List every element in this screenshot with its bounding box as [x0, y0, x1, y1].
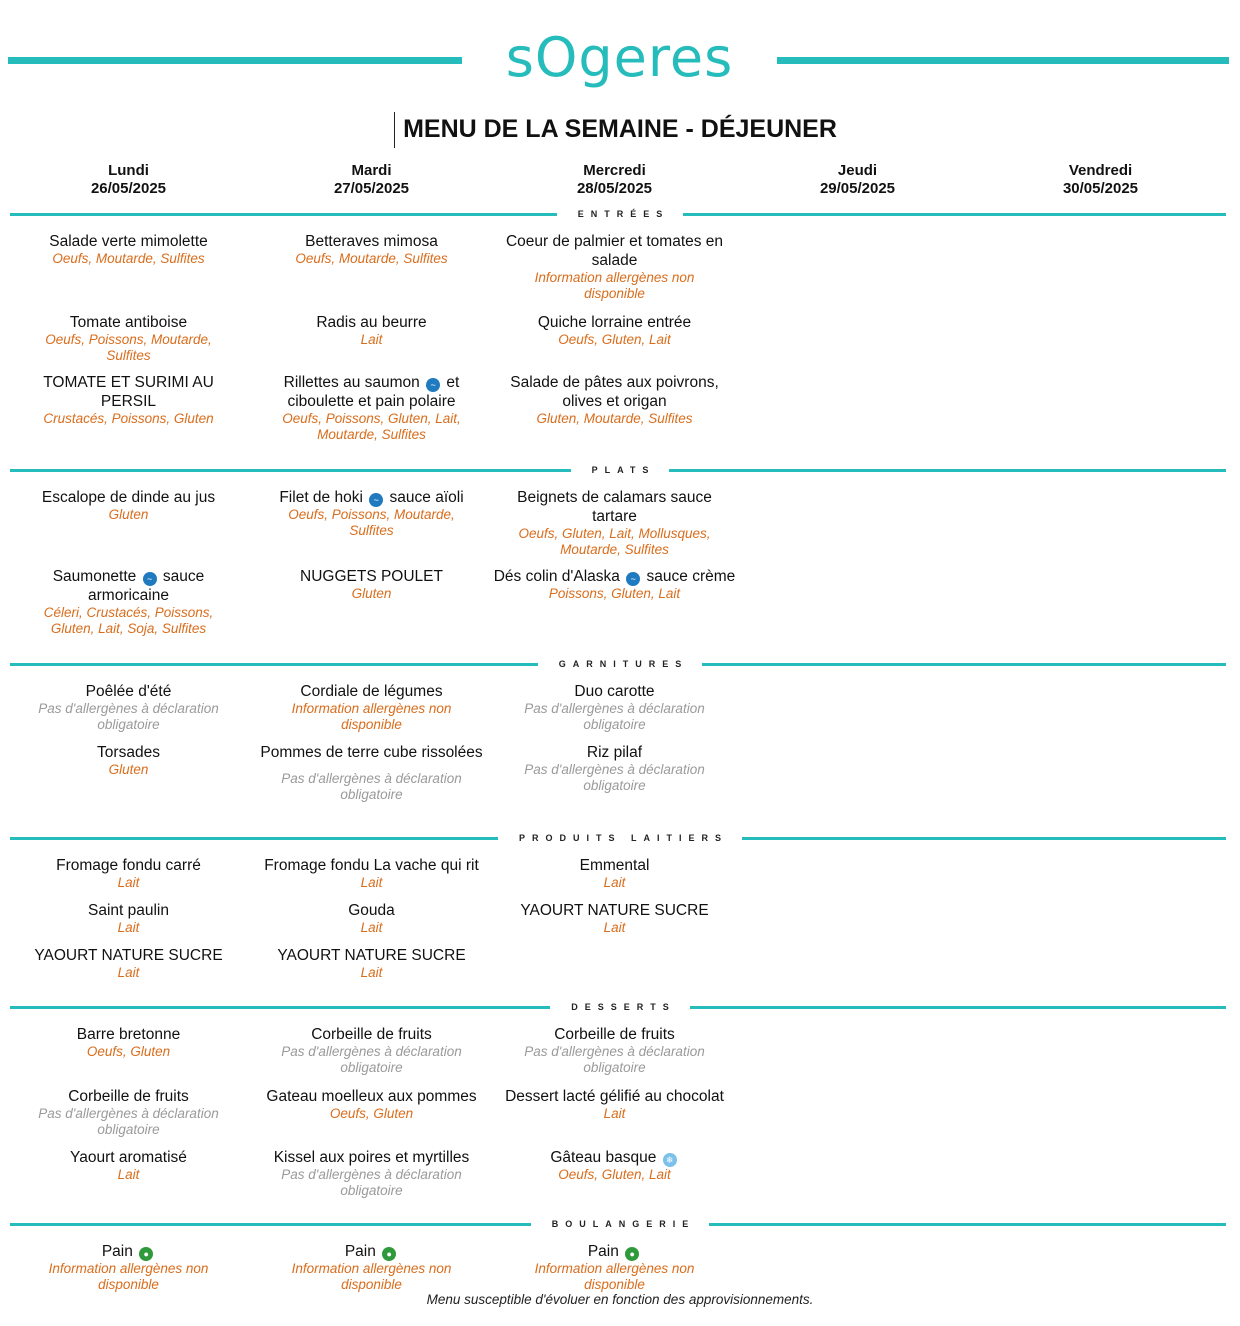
menu-item: YAOURT NATURE SUCRE Lait	[7, 946, 250, 981]
allergen-info: Information allergènes non disponible	[534, 1261, 695, 1292]
section-label-plats: PLATS	[0, 464, 1240, 476]
day-date: 27/05/2025	[333, 180, 410, 197]
allergen-info: Lait	[117, 965, 140, 980]
allergen-info: Lait	[360, 965, 383, 980]
footer-note: Menu susceptible d'évoluer en fonction des approvisionnements.	[426, 1292, 814, 1307]
fish-icon: ~	[143, 572, 157, 586]
allergen-info: Information allergènes non disponible	[48, 1261, 209, 1292]
menu-item: Yaourt aromatisé Lait	[7, 1148, 250, 1183]
allergen-info: Lait	[603, 1106, 626, 1121]
day-date: 30/05/2025	[1062, 180, 1139, 197]
allergen-info: Lait	[360, 875, 383, 890]
allergen-info: Pas d'allergènes à déclaration obligatoire	[524, 1044, 705, 1075]
allergen-info: Oeufs, Poissons, Moutarde, Sulfites	[45, 332, 212, 363]
menu-item: Quiche lorraine entrée Oeufs, Gluten, Lait	[493, 313, 736, 348]
menu-item: Kissel aux poires et myrtilles Pas d'allergènes à déclaration obligatoire	[250, 1148, 493, 1199]
day-name: Jeudi	[837, 162, 878, 179]
allergen-info: Oeufs, Poissons, Gluten, Lait, Moutarde, Sulfites	[282, 411, 461, 442]
allergen-info: Gluten, Moutarde, Sulfites	[536, 411, 693, 426]
day-name: Mercredi	[583, 162, 646, 179]
day-name: Mardi	[351, 162, 392, 179]
allergen-info: Pas d'allergènes à déclaration obligatoire	[281, 1167, 462, 1198]
allergen-info: Gluten	[108, 507, 149, 522]
allergen-info: Oeufs, Gluten, Lait, Mollusques, Moutarde, Sulfites	[518, 526, 711, 557]
allergen-info: Oeufs, Moutarde, Sulfites	[52, 251, 205, 266]
allergen-info: Lait	[360, 920, 383, 935]
allergen-info: Lait	[603, 875, 626, 890]
section-label-desserts: DESSERTS	[0, 1001, 1240, 1013]
day-header-vendredi	[979, 162, 1222, 198]
fish-icon: ~	[369, 493, 383, 507]
allergen-info: Pas d'allergènes à déclaration obligatoire	[281, 771, 462, 802]
menu-item: Fromage fondu carré Lait	[7, 856, 250, 891]
allergen-info: Lait	[117, 920, 140, 935]
menu-item: TOMATE ET SURIMI AU PERSIL Crustacés, Poissons, Gluten	[7, 373, 250, 427]
day-date: 29/05/2025	[819, 180, 896, 197]
menu-item: Radis au beurre Lait	[250, 313, 493, 348]
allergen-info: Pas d'allergènes à déclaration obligatoire	[524, 701, 705, 732]
header-bar-left	[8, 57, 462, 64]
allergen-info: Céleri, Crustacés, Poissons, Gluten, Lait, Soja, Sulfites	[43, 605, 214, 636]
header-bar-right	[777, 57, 1229, 64]
bread-icon: ●	[625, 1247, 639, 1261]
allergen-info: Poissons, Gluten, Lait	[548, 586, 681, 601]
section-label-boulangerie: BOULANGERIE	[0, 1218, 1240, 1230]
allergen-info: Lait	[360, 332, 383, 347]
menu-item: Cordiale de légumes Information allergènes non disponible	[250, 682, 493, 733]
menu-item: Dessert lacté gélifié au chocolat Lait	[493, 1087, 736, 1122]
menu-item: Filet de hoki ~ sauce aïoli Oeufs, Poissons, Moutarde, Sulfites	[250, 488, 493, 539]
menu-item: Coeur de palmier et tomates en salade Information allergènes non disponible	[493, 232, 736, 302]
allergen-info: Pas d'allergènes à déclaration obligatoire	[281, 1044, 462, 1075]
fish-icon: ~	[426, 378, 440, 392]
section-label-entrees: ENTRÉES	[0, 208, 1240, 220]
menu-item: Saumonette ~ sauce armoricaine Céleri, Crustacés, Poissons, Gluten, Lait, Soja, Sulfites	[7, 567, 250, 637]
menu-item: Gateau moelleux aux pommes Oeufs, Gluten	[250, 1087, 493, 1122]
snowflake-icon: ❄	[663, 1153, 677, 1167]
menu-item: Riz pilaf Pas d'allergènes à déclaration obligatoire	[493, 743, 736, 794]
menu-item: Fromage fondu La vache qui rit Lait	[250, 856, 493, 891]
allergen-info: Oeufs, Gluten, Lait	[558, 332, 671, 347]
menu-item: Beignets de calamars sauce tartare Oeufs, Gluten, Lait, Mollusques, Moutarde, Sulfites	[493, 488, 736, 558]
allergen-info: Pas d'allergènes à déclaration obligatoire	[38, 701, 219, 732]
menu-item: Escalope de dinde au jus Gluten	[7, 488, 250, 523]
allergen-info: Information allergènes non disponible	[534, 270, 695, 301]
menu-item: Gouda Lait	[250, 901, 493, 936]
menu-item: Dés colin d'Alaska ~ sauce crème Poissons, Gluten, Lait	[493, 568, 736, 601]
day-header-mercredi	[493, 162, 736, 198]
allergen-info: Gluten	[108, 762, 149, 777]
allergen-info: Pas d'allergènes à déclaration obligatoire	[524, 762, 705, 793]
bread-icon: ●	[139, 1247, 153, 1261]
section-label-produits-laitiers: PRODUITS LAITIERS	[0, 832, 1240, 844]
menu-item: Corbeille de fruits Pas d'allergènes à déclaration obligatoire	[250, 1025, 493, 1076]
menu-item: Pain ● Information allergènes non disponible	[7, 1242, 250, 1293]
menu-item: Emmental Lait	[493, 856, 736, 891]
allergen-info: Oeufs, Poissons, Moutarde, Sulfites	[288, 507, 455, 538]
menu-item: Salade de pâtes aux poivrons, olives et origan Gluten, Moutarde, Sulfites	[493, 373, 736, 427]
allergen-info: Oeufs, Gluten	[86, 1044, 171, 1059]
menu-item: Torsades Gluten	[7, 743, 250, 778]
day-name: Vendredi	[1068, 162, 1133, 179]
menu-item: Tomate antiboise Oeufs, Poissons, Moutarde, Sulfites	[7, 313, 250, 364]
allergen-info: Gluten	[351, 586, 392, 601]
menu-item: Gâteau basque ❄ Oeufs, Gluten, Lait	[493, 1148, 736, 1183]
allergen-info: Lait	[117, 875, 140, 890]
allergen-info: Lait	[117, 1167, 140, 1182]
section-label-garnitures: GARNITURES	[0, 658, 1240, 670]
menu-item: YAOURT NATURE SUCRE Lait	[493, 901, 736, 936]
allergen-info: Lait	[603, 920, 626, 935]
allergen-info: Oeufs, Gluten, Lait	[558, 1167, 671, 1182]
allergen-info: Pas d'allergènes à déclaration obligatoire	[38, 1106, 219, 1137]
menu-item: Duo carotte Pas d'allergènes à déclaration obligatoire	[493, 682, 736, 733]
day-date: 28/05/2025	[576, 180, 653, 197]
menu-item: Rillettes au saumon ~ et ciboulette et pain polaire Oeufs, Poissons, Gluten, Lait, Moutarde, Sulfites	[250, 373, 493, 443]
bread-icon: ●	[382, 1247, 396, 1261]
menu-item: Pain ● Information allergènes non disponible	[493, 1242, 736, 1293]
menu-item: Corbeille de fruits Pas d'allergènes à déclaration obligatoire	[7, 1087, 250, 1138]
day-header-jeudi	[736, 162, 979, 198]
allergen-info: Information allergènes non disponible	[291, 1261, 452, 1292]
menu-item: Corbeille de fruits Pas d'allergènes à déclaration obligatoire	[493, 1025, 736, 1076]
menu-item: Betteraves mimosa Oeufs, Moutarde, Sulfites	[250, 232, 493, 267]
page-title: MENU DE LA SEMAINE - DÉJEUNER	[403, 115, 837, 143]
menu-item: Saint paulin Lait	[7, 901, 250, 936]
text-cursor	[394, 112, 395, 148]
allergen-info: Oeufs, Moutarde, Sulfites	[295, 251, 448, 266]
sogeres-logo: sOgeres	[505, 26, 734, 89]
allergen-info: Information allergènes non disponible	[291, 701, 452, 732]
menu-item: NUGGETS POULET Gluten	[250, 567, 493, 602]
day-name: Lundi	[108, 162, 149, 179]
day-date: 26/05/2025	[90, 180, 167, 197]
fish-icon: ~	[626, 572, 640, 586]
allergen-info: Crustacés, Poissons, Gluten	[43, 411, 214, 426]
allergen-info: Oeufs, Gluten	[329, 1106, 414, 1121]
menu-item: Poêlée d'été Pas d'allergènes à déclaration obligatoire	[7, 682, 250, 733]
menu-item: Pain ● Information allergènes non disponible	[250, 1242, 493, 1293]
menu-item: Barre bretonne Oeufs, Gluten	[7, 1025, 250, 1060]
day-header-mardi	[250, 162, 493, 198]
menu-item: Salade verte mimolette Oeufs, Moutarde, Sulfites	[7, 232, 250, 267]
menu-item: Pommes de terre cube rissolées Pas d'allergènes à déclaration obligatoire	[250, 743, 493, 803]
menu-item: YAOURT NATURE SUCRE Lait	[250, 946, 493, 981]
day-header-lundi	[7, 162, 250, 198]
